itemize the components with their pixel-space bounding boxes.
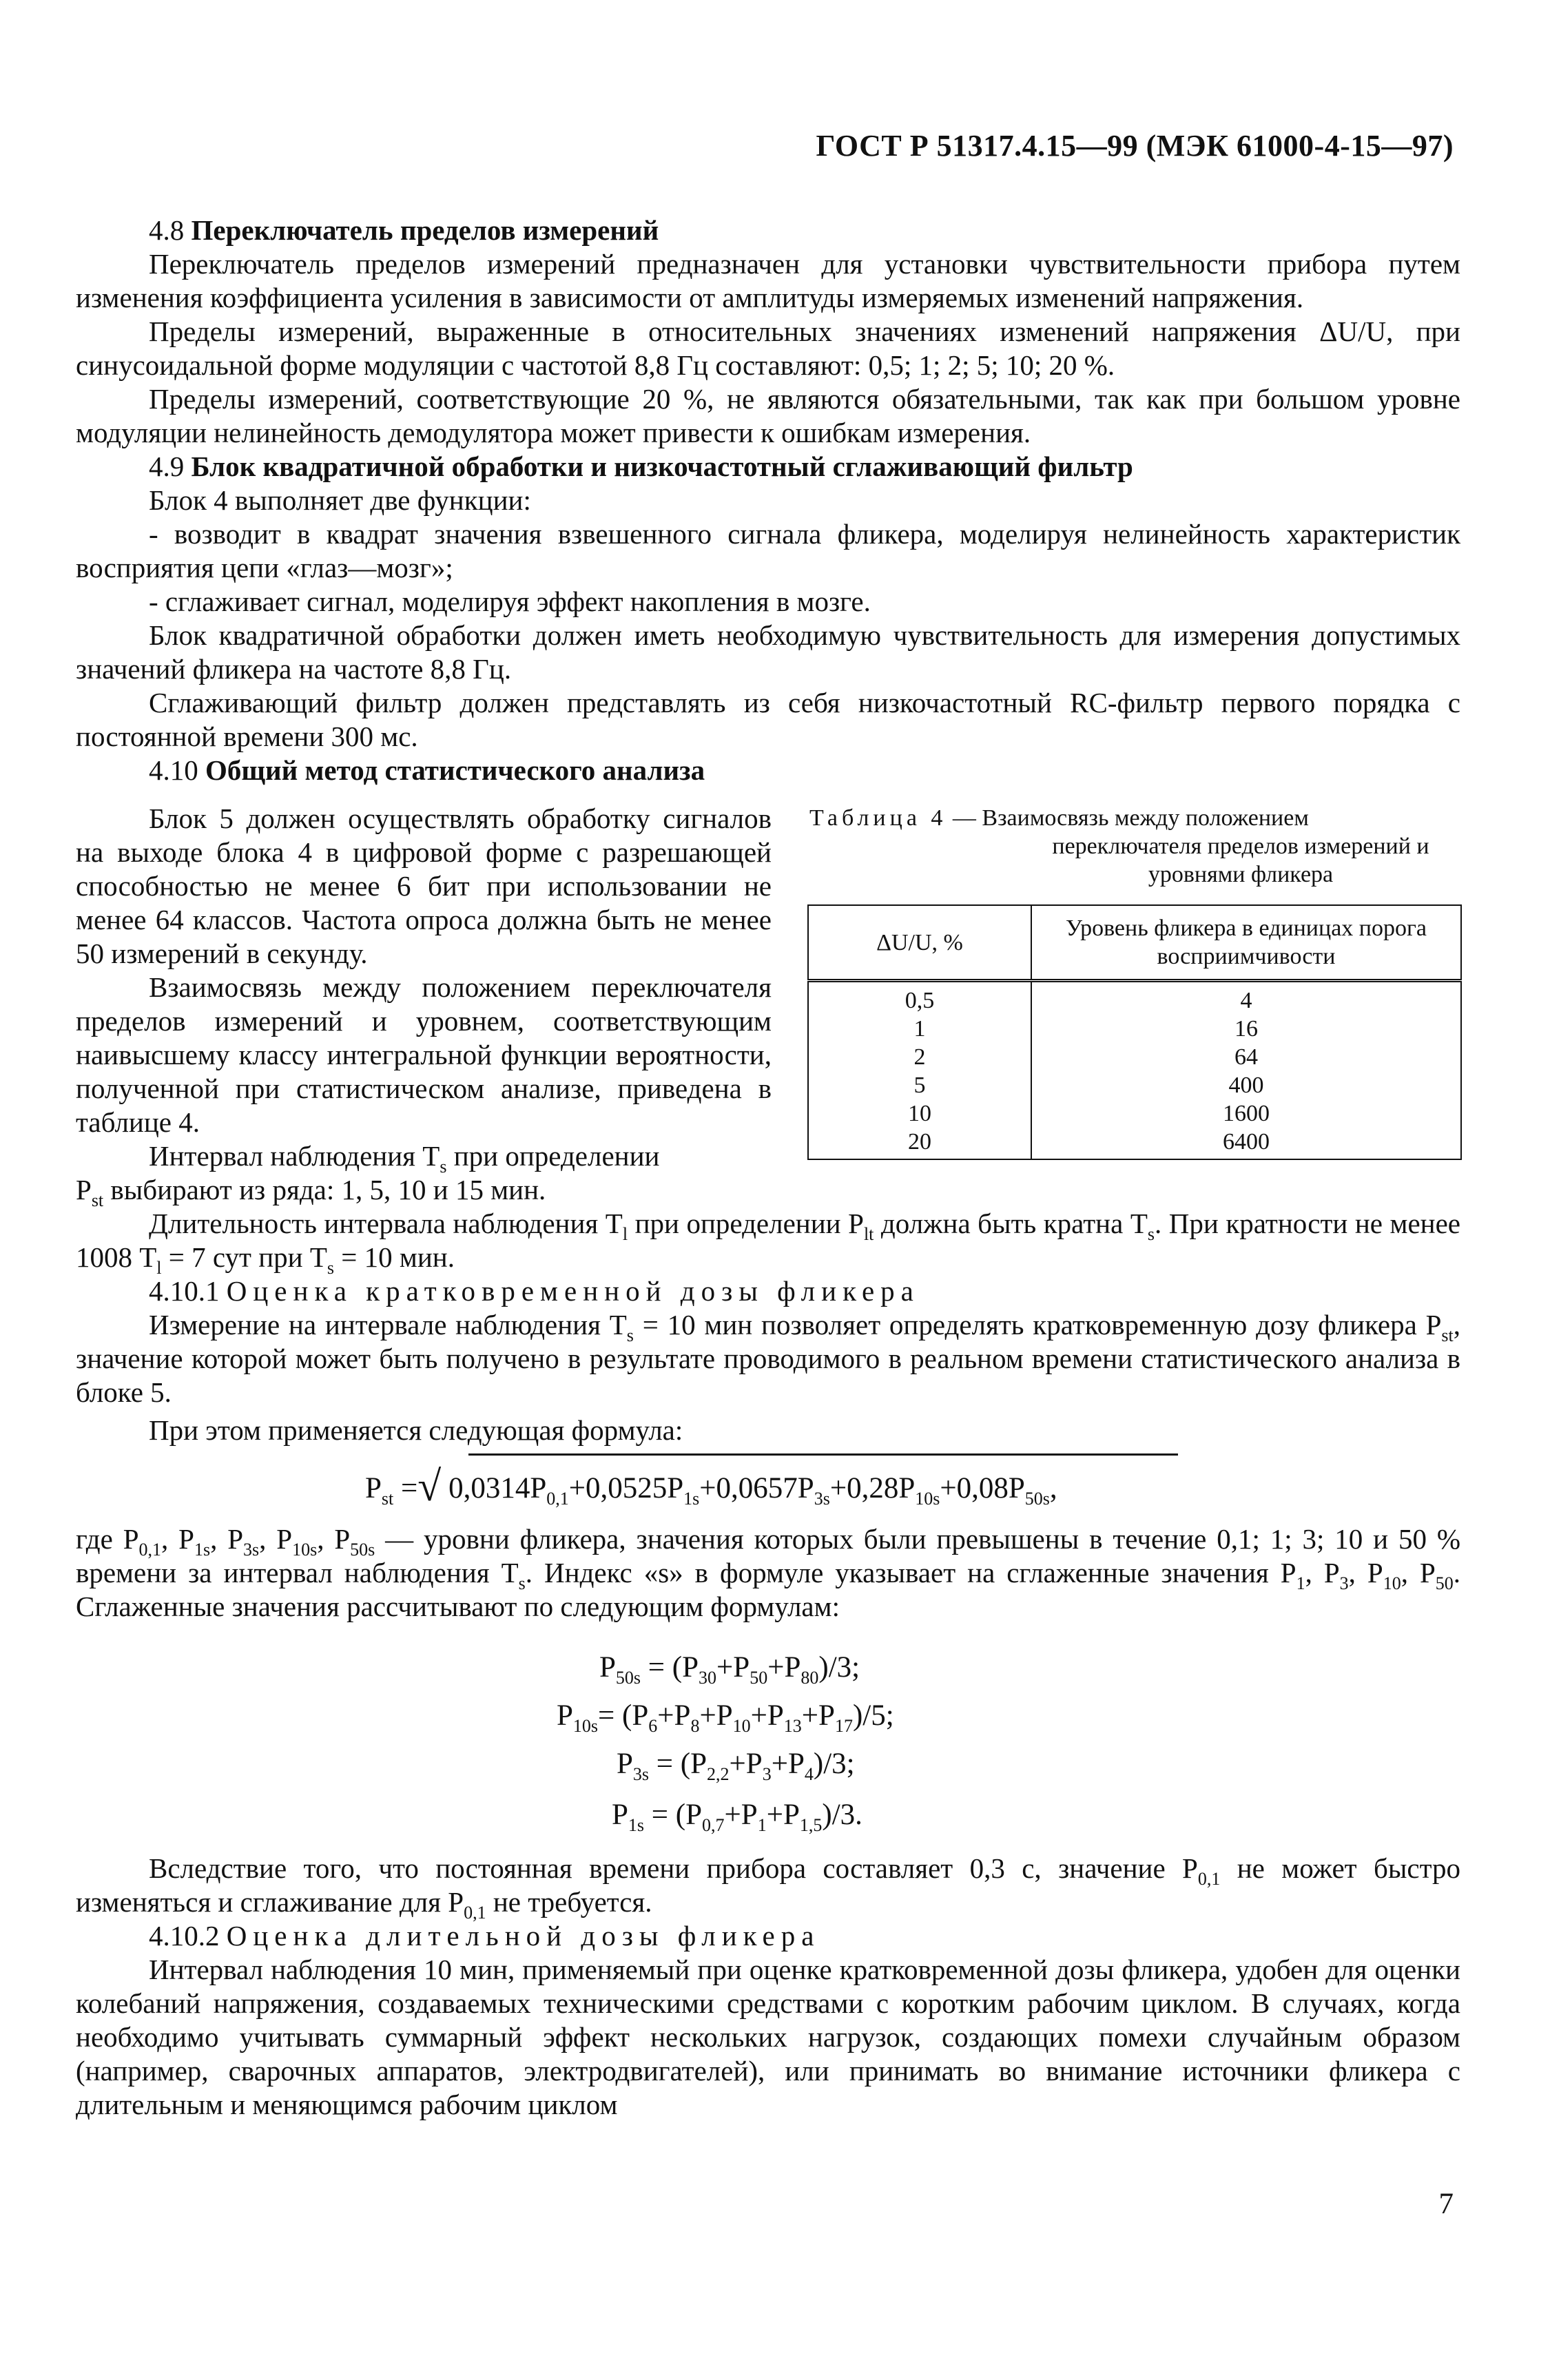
paragraph: Сглаживающий фильтр должен представлять из себя низкочастотный RC-фильтр первого порядка с постоянной времени 300 мс. xyxy=(76,687,1460,752)
table-header-cell: Уровень фликера в единицах порога восприимчивости xyxy=(1031,905,1461,981)
paragraph: Блок квадратичной обработки должен иметь необходимую чувствительность для измерения допустимых значений фликера на частоте 8,8 Гц. xyxy=(76,619,1460,685)
table-header-cell: ΔU/U, % xyxy=(808,905,1031,981)
paragraph: Блок 5 должен осуществлять обработку сигналов на выходе блока 4 в цифровой форме с разрешающей способностью не менее 6 бит при использовании не менее 64 классов. Частота опроса должна быть не менее 50 измерений в секунду. xyxy=(76,803,772,969)
root-bar xyxy=(468,1453,1178,1456)
paragraph: Переключатель пределов измерений предназначен для установки чувствительности прибора путем изменения коэффициента усиления в зависимости от амплитуды измеряемых изменений напряжения. xyxy=(76,248,1460,313)
formula-p50s: $P_{50s} = (P_{30}+P_{50}+P_{80})/3$; xyxy=(599,1651,860,1688)
table-row: 20 6400 xyxy=(808,1128,1461,1159)
section-4-9-heading: 4.9 Блок квадратичной обработки и низкочастотный сглаживающий фильтр xyxy=(149,451,1133,482)
paragraph: Интервал наблюдения 10 мин, применяемый при оценке кратковременной дозы фликера, удобен для оценки колебаний напряжения, создаваемых техническими средствами с коротким рабочим циклом. В случаях, когда необходимо учитывать суммарный эффект нескольких нагрузок, создающих помехи случайным образом (например, сварочных аппаратов, электродвигателей), или принимать во внимание источники фликера с длительным и меняющимся рабочим циклом xyxy=(76,1954,1460,2120)
formula-p1s: $P_{1s} = (P_{0,7}+P_1+P_{1,5})/3$. xyxy=(612,1799,862,1835)
page-number: 7 xyxy=(1438,2188,1454,2220)
table-row: 2 64 xyxy=(808,1043,1461,1071)
section-4-10-heading: 4.10 Общий метод статистического анализа xyxy=(149,754,705,786)
paragraph: где $P_{0,1}$, $P_{1s}$, $P_{3s}$, $P_{10s}$, $P_{50s}$ — уровни фликера, значения которых были превышены в течение 0,1; 1; 3; 10 и 50 % времени за интервал наблюдения $T_s$. Индекс «s» в формуле указывает на сглаженные значения $P_1$, $P_3$, $P_{10}$, $P_{50}$. Сглаженные значения рассчитывают по следующим формулам: xyxy=(76,1523,1460,1622)
list-item: - сглаживает сигнал, моделируя эффект накопления в мозге. xyxy=(149,586,871,617)
table-row: 0,5 4 xyxy=(808,981,1461,1015)
paragraph: Интервал наблюдения $T_s$ при определении xyxy=(149,1140,660,1177)
paragraph: Измерение на интервале наблюдения $T_s = 10$ мин позволяет определять кратковременную дозу фликера $P_{st}$, значение которой может быть получено в результате проводимого в реальном времени статистического анализа в блоке 5. xyxy=(76,1309,1460,1408)
table-4-caption: Таблица 4 — Взаимосвязь между положением переключателя пределов измерений и уровнями фликера xyxy=(809,805,1429,887)
paragraph: Пределы измерений, соответствующие 20 %, не являются обязательными, так как при большом уровне модуляции нелинейность демодулятора может привести к ошибкам измерения. xyxy=(76,383,1460,448)
paragraph: Блок 4 выполняет две функции: xyxy=(149,484,531,516)
formula-p10s: $P_{10s}= (P_6+P_8+P_{10}+P_{13}+P_{17})/5$; xyxy=(557,1699,894,1736)
paragraph: $P_{st}$ выбирают из ряда: 1, 5, 10 и 15 мин. xyxy=(76,1174,546,1210)
table-row: 1 16 xyxy=(808,1015,1461,1043)
section-4-10-2 xyxy=(76,1852,1460,2122)
paragraph: Взаимосвязь между положением переключателя пределов измерений и уровнем, соответствующим наивысшему классу интегральной функции вероятности, полученной при статистическом анализе, приведена в таблице 4. xyxy=(76,971,772,1138)
section-4-8-4-9 xyxy=(76,214,1460,787)
formula-p3s: $P_{3s} = (P_{2,2}+P_3+P_4)/3$; xyxy=(617,1748,855,1784)
table-4 xyxy=(807,904,1462,1160)
section-4-10-1-heading: 4.10.1 Оценка кратковременной дозы фликера xyxy=(149,1275,920,1307)
paragraph: Длительность интервала наблюдения $T_l$ при определении $P_{lt}$ должна быть кратна $T_s$. При кратности не менее 1008 $T_l = 7$ сут при $T_s = 10$ мин. xyxy=(76,1208,1460,1278)
formula-explanation xyxy=(76,1522,1460,1624)
list-item: - возводит в квадрат значения взвешенного сигнала фликера, моделируя нелинейность характеристик восприятия цепи «глаз—мозг»; xyxy=(76,518,1460,583)
page-header: ГОСТ Р 51317.4.15—99 (МЭК 61000-4-15—97) xyxy=(816,129,1454,163)
paragraph: Пределы измерений, выраженные в относительных значениях изменений напряжения ΔU/U, при синусоидальной форме модуляции с частотой 8,8 Гц составляют: 0,5; 1; 2; 5; 10; 20 %. xyxy=(76,315,1460,381)
formula-pst: $P_{st}$ =√ $0,0314P_{0,1}+0,0525P_{1s}+0,0657P_{3s}+0,28P_{10s}+0,08P_{50s}$, xyxy=(365,1463,1057,1510)
section-4-10-continued xyxy=(76,1173,1460,1447)
section-4-10-2-heading: 4.10.2 Оценка длительной дозы фликера xyxy=(149,1920,820,1952)
section-4-10-column xyxy=(76,802,772,1177)
paragraph: Вследствие того, что постоянная времени прибора составляет 0,3 с, значение $P_{0,1}$ не может быстро изменяться и сглаживание для $P_{0,1}$ не требуется. xyxy=(76,1852,1460,1923)
section-4-8-heading: 4.8 Переключатель пределов измерений xyxy=(149,214,659,246)
paragraph: При этом применяется следующая формула: xyxy=(149,1414,683,1446)
table-row: 10 1600 xyxy=(808,1099,1461,1128)
table-row: 5 400 xyxy=(808,1071,1461,1099)
